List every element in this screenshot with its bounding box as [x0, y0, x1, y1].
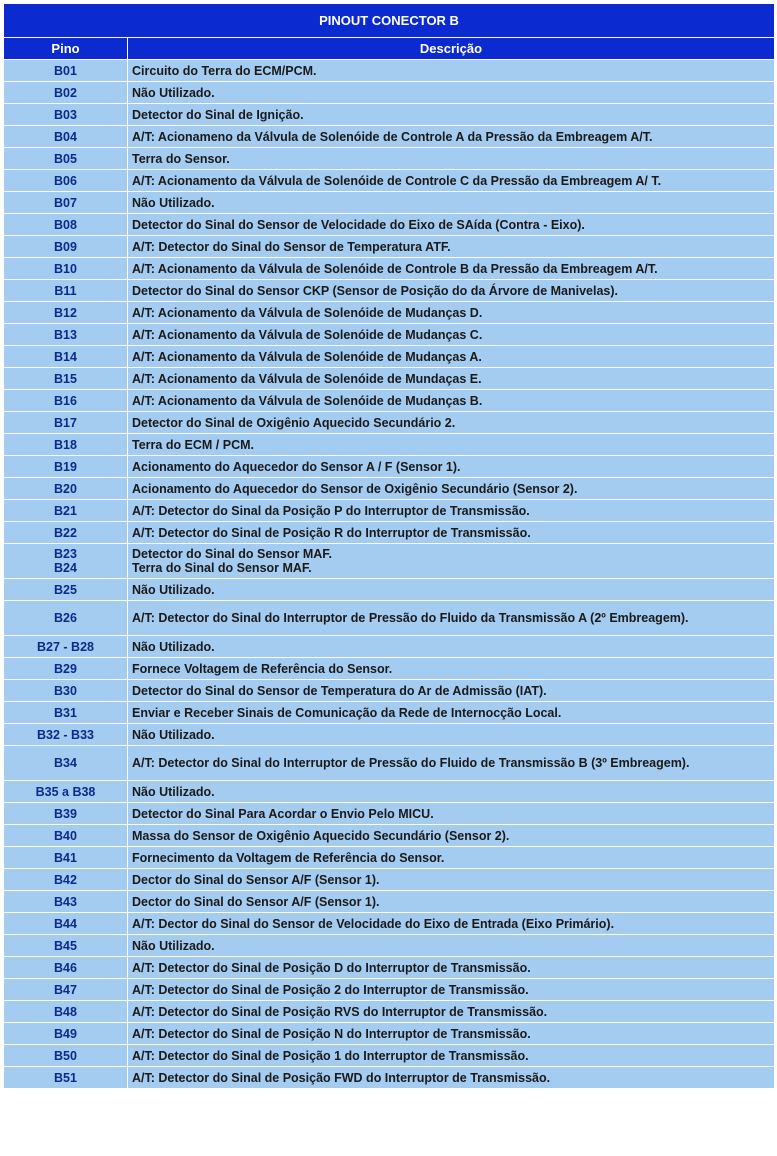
table-row — [4, 236, 775, 258]
pin-cell: B13 — [4, 324, 128, 346]
table-row — [4, 935, 775, 957]
pin-cell: B04 — [4, 126, 128, 148]
table-row — [4, 1001, 775, 1023]
pin-label: B23 — [54, 547, 77, 561]
table-row — [4, 781, 775, 803]
table-row — [4, 324, 775, 346]
description-cell: A/T: Acionamento da Válvula de Solenóide de Mudanças A. — [128, 346, 775, 368]
table-row — [4, 346, 775, 368]
description-cell: Detector do Sinal Para Acordar o Envio Pelo MICU. — [128, 803, 775, 825]
description-cell: Não Utilizado. — [128, 724, 775, 746]
description-cell: Dector do Sinal do Sensor A/F (Sensor 1). — [128, 869, 775, 891]
table-row — [4, 170, 775, 192]
description-cell: Terra do Sensor. — [128, 148, 775, 170]
description-cell: A/T: Detector do Sinal do Interruptor de Pressão do Fluido de Transmissão B (3º Embreagem). — [128, 746, 775, 781]
pin-cell: B50 — [4, 1045, 128, 1067]
pinout-table-container — [3, 3, 774, 1089]
pin-cell: B48 — [4, 1001, 128, 1023]
pin-cell: B46 — [4, 957, 128, 979]
table-row — [4, 434, 775, 456]
table-row — [4, 724, 775, 746]
description-cell: Enviar e Receber Sinais de Comunicação da Rede de Internocção Local. — [128, 702, 775, 724]
table-row — [4, 891, 775, 913]
table-row — [4, 456, 775, 478]
header-descricao: Descrição — [128, 38, 775, 60]
pin-cell: B11 — [4, 280, 128, 302]
pin-cell: B32 - B33 — [4, 724, 128, 746]
pin-cell: B31 — [4, 702, 128, 724]
pin-cell: B12 — [4, 302, 128, 324]
pin-cell: B02 — [4, 82, 128, 104]
description-cell: Não Utilizado. — [128, 781, 775, 803]
table-row — [4, 636, 775, 658]
table-body — [4, 60, 775, 1089]
description-cell: A/T: Acionameno da Válvula de Solenóide de Controle A da Pressão da Embreagem A/T. — [128, 126, 775, 148]
table-row — [4, 104, 775, 126]
table-row — [4, 979, 775, 1001]
table-row — [4, 126, 775, 148]
pin-cell: B08 — [4, 214, 128, 236]
pin-cell: B01 — [4, 60, 128, 82]
pin-cell: B43 — [4, 891, 128, 913]
pin-cell: B07 — [4, 192, 128, 214]
table-row — [4, 601, 775, 636]
description-cell: A/T: Acionamento da Válvula de Solenóide de Controle B da Pressão da Embreagem A/T. — [128, 258, 775, 280]
description-cell: A/T: Detector do Sinal da Posição P do Interruptor de Transmissão. — [128, 500, 775, 522]
description-cell: Dector do Sinal do Sensor A/F (Sensor 1). — [128, 891, 775, 913]
description-cell: A/T: Acionamento da Válvula de Solenóide de Mudanças B. — [128, 390, 775, 412]
table-row — [4, 522, 775, 544]
description-cell: Detector do Sinal de Ignição. — [128, 104, 775, 126]
description-cell: Detector do Sinal de Oxigênio Aquecido Secundário 2. — [128, 412, 775, 434]
pin-cell: B14 — [4, 346, 128, 368]
table-row — [4, 478, 775, 500]
description-cell: Não Utilizado. — [128, 82, 775, 104]
header-row — [4, 38, 775, 60]
description-cell: A/T: Detector do Sinal de Posição 2 do Interruptor de Transmissão. — [128, 979, 775, 1001]
table-row — [4, 702, 775, 724]
description-cell: Não Utilizado. — [128, 636, 775, 658]
description-cell: Detector do Sinal do Sensor de Temperatura do Ar de Admissão (IAT). — [128, 680, 775, 702]
pin-cell: B35 a B38 — [4, 781, 128, 803]
description-cell: Não Utilizado. — [128, 579, 775, 601]
description-cell: Fornecimento da Voltagem de Referência do Sensor. — [128, 847, 775, 869]
pinout-table — [3, 3, 775, 1089]
pin-cell: B19 — [4, 456, 128, 478]
description-text: Detector do Sinal do Sensor MAF. — [132, 547, 333, 561]
description-cell: A/T: Detector do Sinal do Interruptor de Pressão do Fluido da Transmissão A (2º Embreagem). — [128, 601, 775, 636]
pin-cell — [4, 544, 128, 579]
table-row — [4, 500, 775, 522]
description-cell: A/T: Detector do Sinal do Sensor de Temperatura ATF. — [128, 236, 775, 258]
pin-cell: B40 — [4, 825, 128, 847]
description-cell: Acionamento do Aquecedor do Sensor A / F (Sensor 1). — [128, 456, 775, 478]
table-row — [4, 258, 775, 280]
table-row — [4, 957, 775, 979]
table-row — [4, 368, 775, 390]
title-row — [4, 4, 775, 38]
table-row — [4, 390, 775, 412]
table-row — [4, 1067, 775, 1089]
pin-cell: B22 — [4, 522, 128, 544]
header-pino: Pino — [4, 38, 128, 60]
pin-cell: B29 — [4, 658, 128, 680]
table-row — [4, 544, 775, 579]
table-row — [4, 579, 775, 601]
table-row — [4, 1045, 775, 1067]
pin-cell: B39 — [4, 803, 128, 825]
pin-cell: B34 — [4, 746, 128, 781]
description-text: Terra do Sinal do Sensor MAF. — [132, 561, 312, 575]
pin-cell: B18 — [4, 434, 128, 456]
description-cell: A/T: Acionamento da Válvula de Solenóide de Mundaças E. — [128, 368, 775, 390]
pin-cell: B05 — [4, 148, 128, 170]
description-cell: A/T: Acionamento da Válvula de Solenóide de Controle C da Pressão da Embreagem A/ T. — [128, 170, 775, 192]
pin-cell: B26 — [4, 601, 128, 636]
pin-cell: B16 — [4, 390, 128, 412]
description-cell: A/T: Detector do Sinal de Posição FWD do Interruptor de Transmissão. — [128, 1067, 775, 1089]
description-cell: A/T: Detector do Sinal de Posição 1 do Interruptor de Transmissão. — [128, 1045, 775, 1067]
pin-label: B24 — [54, 561, 77, 575]
table-row — [4, 913, 775, 935]
pin-cell: B03 — [4, 104, 128, 126]
pin-cell: B42 — [4, 869, 128, 891]
table-row — [4, 192, 775, 214]
table-title: PINOUT CONECTOR B — [4, 4, 775, 38]
description-cell: Detector do Sinal do Sensor de Velocidade do Eixo de SAída (Contra - Eixo). — [128, 214, 775, 236]
description-cell: Circuito do Terra do ECM/PCM. — [128, 60, 775, 82]
description-cell: Detector do Sinal do Sensor CKP (Sensor de Posição do da Árvore de Manivelas). — [128, 280, 775, 302]
description-cell: A/T: Acionamento da Válvula de Solenóide de Mudanças C. — [128, 324, 775, 346]
pin-cell: B27 - B28 — [4, 636, 128, 658]
table-row — [4, 803, 775, 825]
table-row — [4, 658, 775, 680]
table-row — [4, 680, 775, 702]
description-cell — [128, 544, 775, 579]
pin-cell: B30 — [4, 680, 128, 702]
description-cell: A/T: Detector do Sinal de Posição RVS do Interruptor de Transmissão. — [128, 1001, 775, 1023]
table-row — [4, 847, 775, 869]
table-row — [4, 869, 775, 891]
description-cell: A/T: Dector do Sinal do Sensor de Velocidade do Eixo de Entrada (Eixo Primário). — [128, 913, 775, 935]
description-cell: Acionamento do Aquecedor do Sensor de Oxigênio Secundário (Sensor 2). — [128, 478, 775, 500]
pin-cell: B51 — [4, 1067, 128, 1089]
description-cell: Massa do Sensor de Oxigênio Aquecido Secundário (Sensor 2). — [128, 825, 775, 847]
pin-cell: B09 — [4, 236, 128, 258]
pin-cell: B17 — [4, 412, 128, 434]
table-row — [4, 214, 775, 236]
pin-cell: B15 — [4, 368, 128, 390]
description-cell: A/T: Detector do Sinal de Posição R do Interruptor de Transmissão. — [128, 522, 775, 544]
table-row — [4, 280, 775, 302]
description-cell: Fornece Voltagem de Referência do Sensor. — [128, 658, 775, 680]
description-cell: A/T: Detector do Sinal de Posição D do Interruptor de Transmissão. — [128, 957, 775, 979]
table-row — [4, 746, 775, 781]
description-cell: Terra do ECM / PCM. — [128, 434, 775, 456]
table-row — [4, 302, 775, 324]
pin-cell: B25 — [4, 579, 128, 601]
description-cell: Não Utilizado. — [128, 935, 775, 957]
table-row — [4, 1023, 775, 1045]
description-cell: A/T: Detector do Sinal de Posição N do Interruptor de Transmissão. — [128, 1023, 775, 1045]
pin-cell: B45 — [4, 935, 128, 957]
description-cell: Não Utilizado. — [128, 192, 775, 214]
pin-cell: B47 — [4, 979, 128, 1001]
pin-cell: B44 — [4, 913, 128, 935]
pin-cell: B06 — [4, 170, 128, 192]
pin-cell: B41 — [4, 847, 128, 869]
table-row — [4, 82, 775, 104]
description-cell: A/T: Acionamento da Válvula de Solenóide de Mudanças D. — [128, 302, 775, 324]
pin-cell: B21 — [4, 500, 128, 522]
pin-cell: B10 — [4, 258, 128, 280]
table-row — [4, 412, 775, 434]
table-row — [4, 148, 775, 170]
table-row — [4, 825, 775, 847]
pin-cell: B49 — [4, 1023, 128, 1045]
table-row — [4, 60, 775, 82]
pin-cell: B20 — [4, 478, 128, 500]
